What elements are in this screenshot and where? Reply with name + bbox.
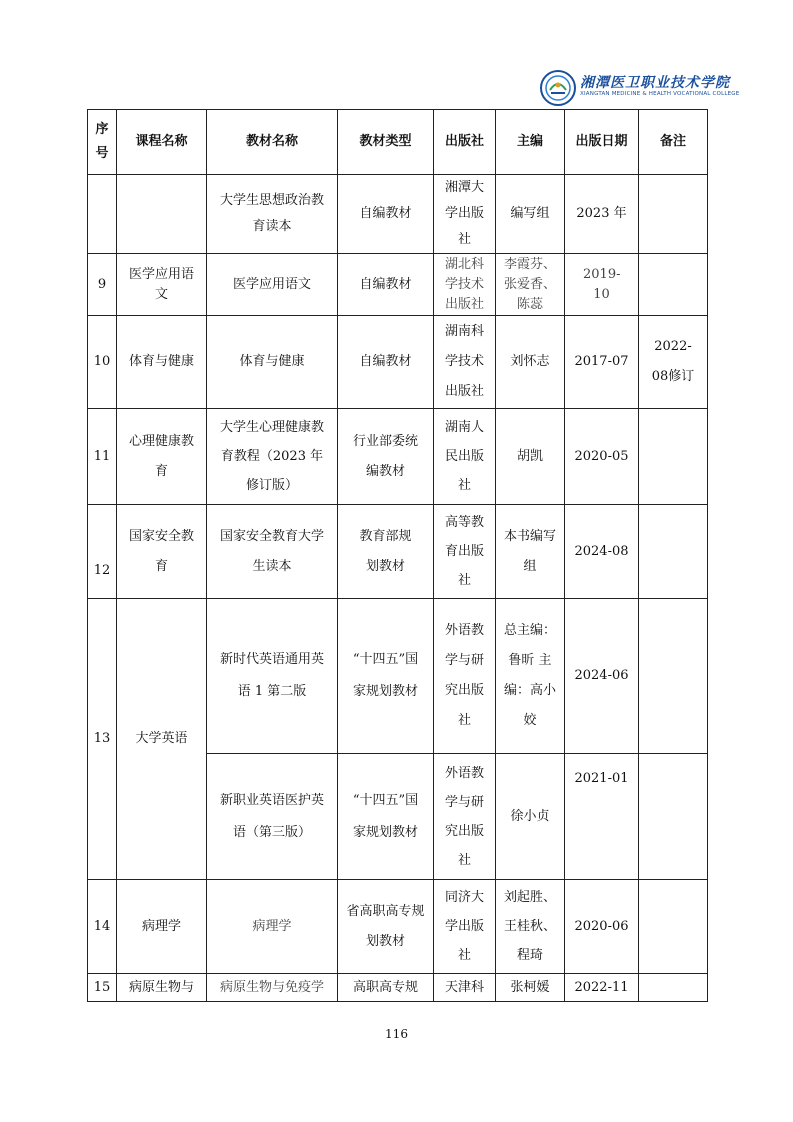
cell-type: 省高职高专规划教材 [338,880,434,974]
cell-no: 12 [88,505,117,599]
cell-textbook: 医学应用语文 [207,254,338,316]
cell-course: 病理学 [117,880,207,974]
cell-editor: 胡凯 [496,409,565,505]
cell-type: 自编教材 [338,175,434,254]
cell-no: 13 [88,599,117,880]
cell-course: 体育与健康 [117,316,207,409]
cell-publisher: 外语教学与研究出版社 [434,599,496,754]
cell-note: 2022-08修订 [639,316,708,409]
table-row [88,254,708,316]
table-row [88,175,708,254]
cell-editor: 张柯媛 [496,974,565,1002]
cell-publisher: 天津科 [434,974,496,1002]
table-row [88,505,708,599]
cell-course: 病原生物与 [117,974,207,1002]
col-header-course: 课程名称 [117,110,207,175]
cell-note [639,409,708,505]
cell-course: 医学应用语文 [117,254,207,316]
cell-note [639,505,708,599]
cell-textbook: 国家安全教育大学生读本 [207,505,338,599]
cell-note [639,254,708,316]
table-row [88,880,708,974]
cell-publisher: 外语教学与研究出版社 [434,754,496,880]
cell-editor: 刘怀志 [496,316,565,409]
cell-no: 14 [88,880,117,974]
cell-date: 2020-06 [565,880,639,974]
cell-note [639,599,708,754]
cell-date: 2021-01 [565,754,639,880]
college-emblem-icon [540,70,576,106]
cell-type: 自编教材 [338,316,434,409]
cell-date: 2024-06 [565,599,639,754]
table-row [88,974,708,1002]
table-row [88,316,708,409]
cell-date: 2017-07 [565,316,639,409]
cell-type: 行业部委统编教材 [338,409,434,505]
cell-editor: 李霞芬、张爱香、陈蕊 [496,254,565,316]
page-number: 116 [385,1027,408,1041]
table-row [88,409,708,505]
cell-date: 2023 年 [565,175,639,254]
cell-textbook: 病理学 [207,880,338,974]
college-logo [540,70,740,106]
cell-publisher: 湖北科学技术出版社 [434,254,496,316]
cell-textbook: 病原生物与免疫学 [207,974,338,1002]
cell-publisher: 湖南科学技术出版社 [434,316,496,409]
cell-textbook: 新时代英语通用英语 1 第二版 [207,599,338,754]
cell-type: 教育部规划教材 [338,505,434,599]
col-header-no: 序号 [88,110,117,175]
cell-no: 10 [88,316,117,409]
col-header-type: 教材类型 [338,110,434,175]
cell-type: 高职高专规 [338,974,434,1002]
cell-textbook: 新职业英语医护英语（第三版） [207,754,338,880]
cell-editor: 本书编写组 [496,505,565,599]
cell-no [88,175,117,254]
cell-note [639,754,708,880]
cell-editor: 总主编：鲁昕 主编：高小姣 [496,599,565,754]
cell-course: 大学英语 [117,599,207,880]
table-row [88,599,708,754]
cell-note [639,880,708,974]
cell-editor: 刘起胜、王桂秋、程琦 [496,880,565,974]
textbook-table [87,109,708,1002]
col-header-date: 出版日期 [565,110,639,175]
cell-no: 9 [88,254,117,316]
col-header-publisher: 出版社 [434,110,496,175]
cell-editor: 编写组 [496,175,565,254]
cell-course [117,175,207,254]
cell-type: “十四五”国家规划教材 [338,599,434,754]
cell-textbook: 大学生心理健康教育教程（2023 年修订版） [207,409,338,505]
col-header-editor: 主编 [496,110,565,175]
cell-date: 2024-08 [565,505,639,599]
college-name-en: XIANGTAN MEDICINE & HEALTH VOCATIONAL COLLEGE [580,91,740,97]
cell-textbook: 大学生思想政治教育读本 [207,175,338,254]
cell-no: 15 [88,974,117,1002]
cell-note [639,175,708,254]
cell-publisher: 湘潭大学出版社 [434,175,496,254]
cell-publisher: 同济大学出版社 [434,880,496,974]
cell-type: 自编教材 [338,254,434,316]
cell-date: 2022-11 [565,974,639,1002]
cell-type: “十四五”国家规划教材 [338,754,434,880]
cell-publisher: 高等教育出版社 [434,505,496,599]
college-name: 湘潭医卫职业技术学院 [580,75,730,91]
col-header-note: 备注 [639,110,708,175]
cell-note [639,974,708,1002]
cell-date: 2020-05 [565,409,639,505]
cell-course: 国家安全教育 [117,505,207,599]
cell-date: 2019-10 [565,254,639,316]
col-header-textbook: 教材名称 [207,110,338,175]
cell-textbook: 体育与健康 [207,316,338,409]
cell-editor: 徐小贞 [496,754,565,880]
cell-course: 心理健康教育 [117,409,207,505]
cell-publisher: 湖南人民出版社 [434,409,496,505]
table-header-row [88,110,708,175]
cell-no: 11 [88,409,117,505]
